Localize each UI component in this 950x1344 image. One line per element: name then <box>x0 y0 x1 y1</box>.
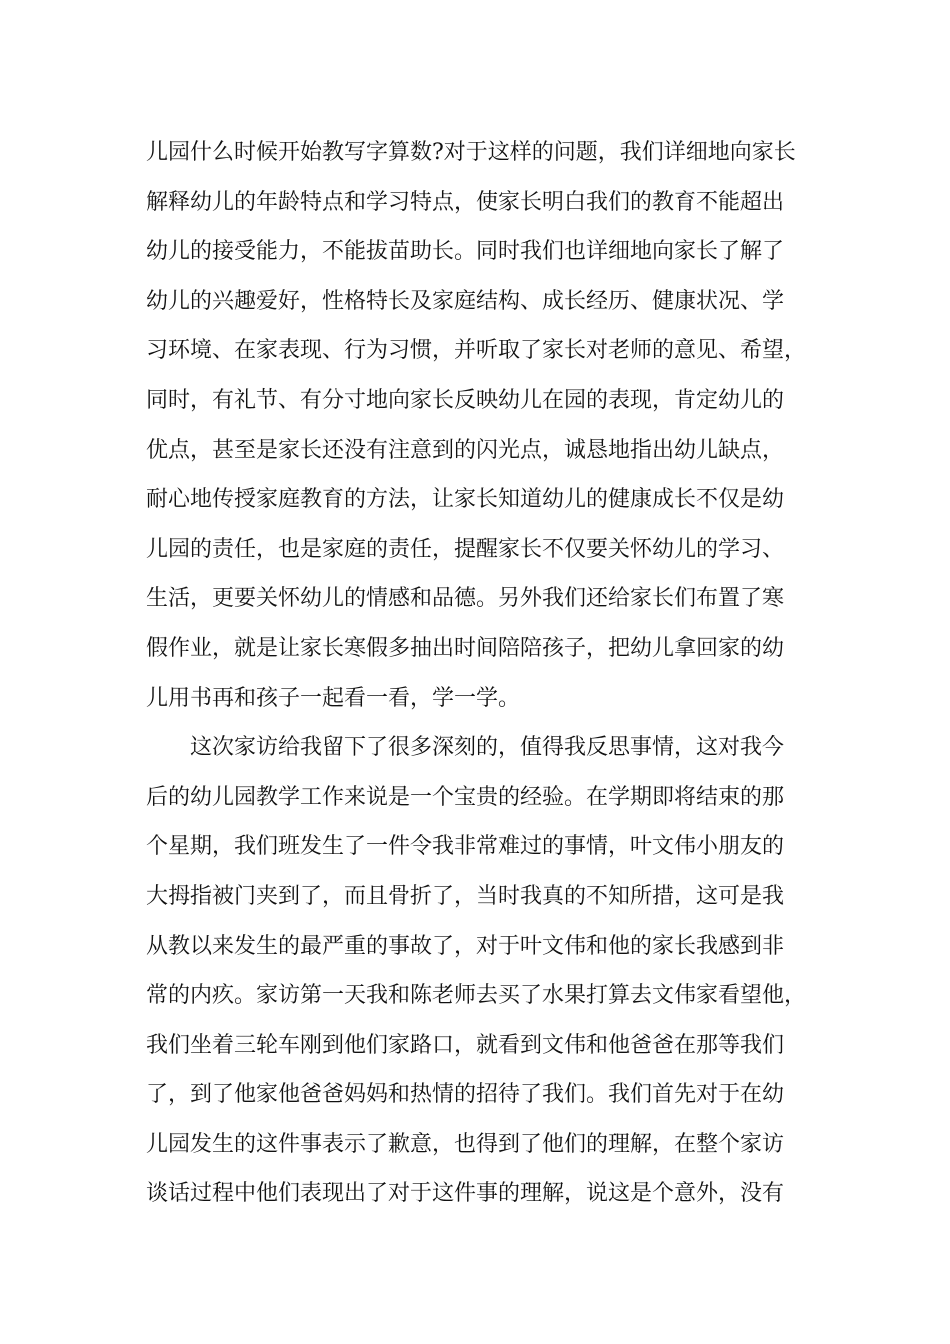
text-line: 耐心地传授家庭教育的方法，让家长知道幼儿的健康成长不仅是幼 <box>146 487 785 513</box>
text-line: 优点，甚至是家长还没有注意到的闪光点，诚恳地指出幼儿缺点， <box>146 437 785 463</box>
text-line: 习环境、在家表现、行为习惯，并听取了家长对老师的意见、希望， <box>146 338 807 364</box>
text-line: 幼儿的兴趣爱好，性格特长及家庭结构、成长经历、健康状况、学 <box>146 288 785 314</box>
text-line: 后的幼儿园教学工作来说是一个宝贵的经验。在学期即将结束的那 <box>146 784 785 810</box>
text-line: 假作业，就是让家长寒假多抽出时间陪陪孩子，把幼儿拿回家的幼 <box>146 635 785 661</box>
text-line: 大拇指被门夹到了，而且骨折了，当时我真的不知所措，这可是我 <box>146 883 785 909</box>
body-text <box>146 128 826 1219</box>
text-line: 儿园什么时候开始教写字算数?对于这样的问题，我们详细地向家长 <box>146 140 796 165</box>
text-line: 儿用书再和孩子一起看一看，学一学。 <box>146 685 521 711</box>
text-line: 生活，更要关怀幼儿的情感和品德。另外我们还给家长们布置了寒 <box>146 586 785 612</box>
text-line: 谈话过程中他们表现出了对于这件事的理解，说这是个意外，没有 <box>146 1181 785 1207</box>
text-line: 个星期，我们班发生了一件令我非常难过的事情，叶文伟小朋友的 <box>146 834 785 860</box>
text-line: 解释幼儿的年龄特点和学习特点，使家长明白我们的教育不能超出 <box>146 189 785 215</box>
text-line: 同时，有礼节、有分寸地向家长反映幼儿在园的表现，肯定幼儿的 <box>146 387 785 413</box>
text-line: 从教以来发生的最严重的事故了，对于叶文伟和他的家长我感到非 <box>146 933 785 959</box>
text-line: 我们坐着三轮车刚到他们家路口，就看到文伟和他爸爸在那等我们 <box>146 1032 785 1058</box>
text-line: 儿园发生的这件事表示了歉意，也得到了他们的理解，在整个家访 <box>146 1131 785 1157</box>
paragraph-start-line: 这次家访给我留下了很多深刻的，值得我反思事情，这对我今 <box>190 735 785 761</box>
text-line: 了，到了他家他爸爸妈妈和热情的招待了我们。我们首先对于在幼 <box>146 1082 785 1108</box>
text-line: 儿园的责任，也是家庭的责任，提醒家长不仅要关怀幼儿的学习、 <box>146 536 785 562</box>
text-line: 常的内疚。家访第一天我和陈老师去买了水果打算去文伟家看望他， <box>146 983 807 1009</box>
text-line: 幼儿的接受能力，不能拔苗助长。同时我们也详细地向家长了解了 <box>146 239 785 265</box>
